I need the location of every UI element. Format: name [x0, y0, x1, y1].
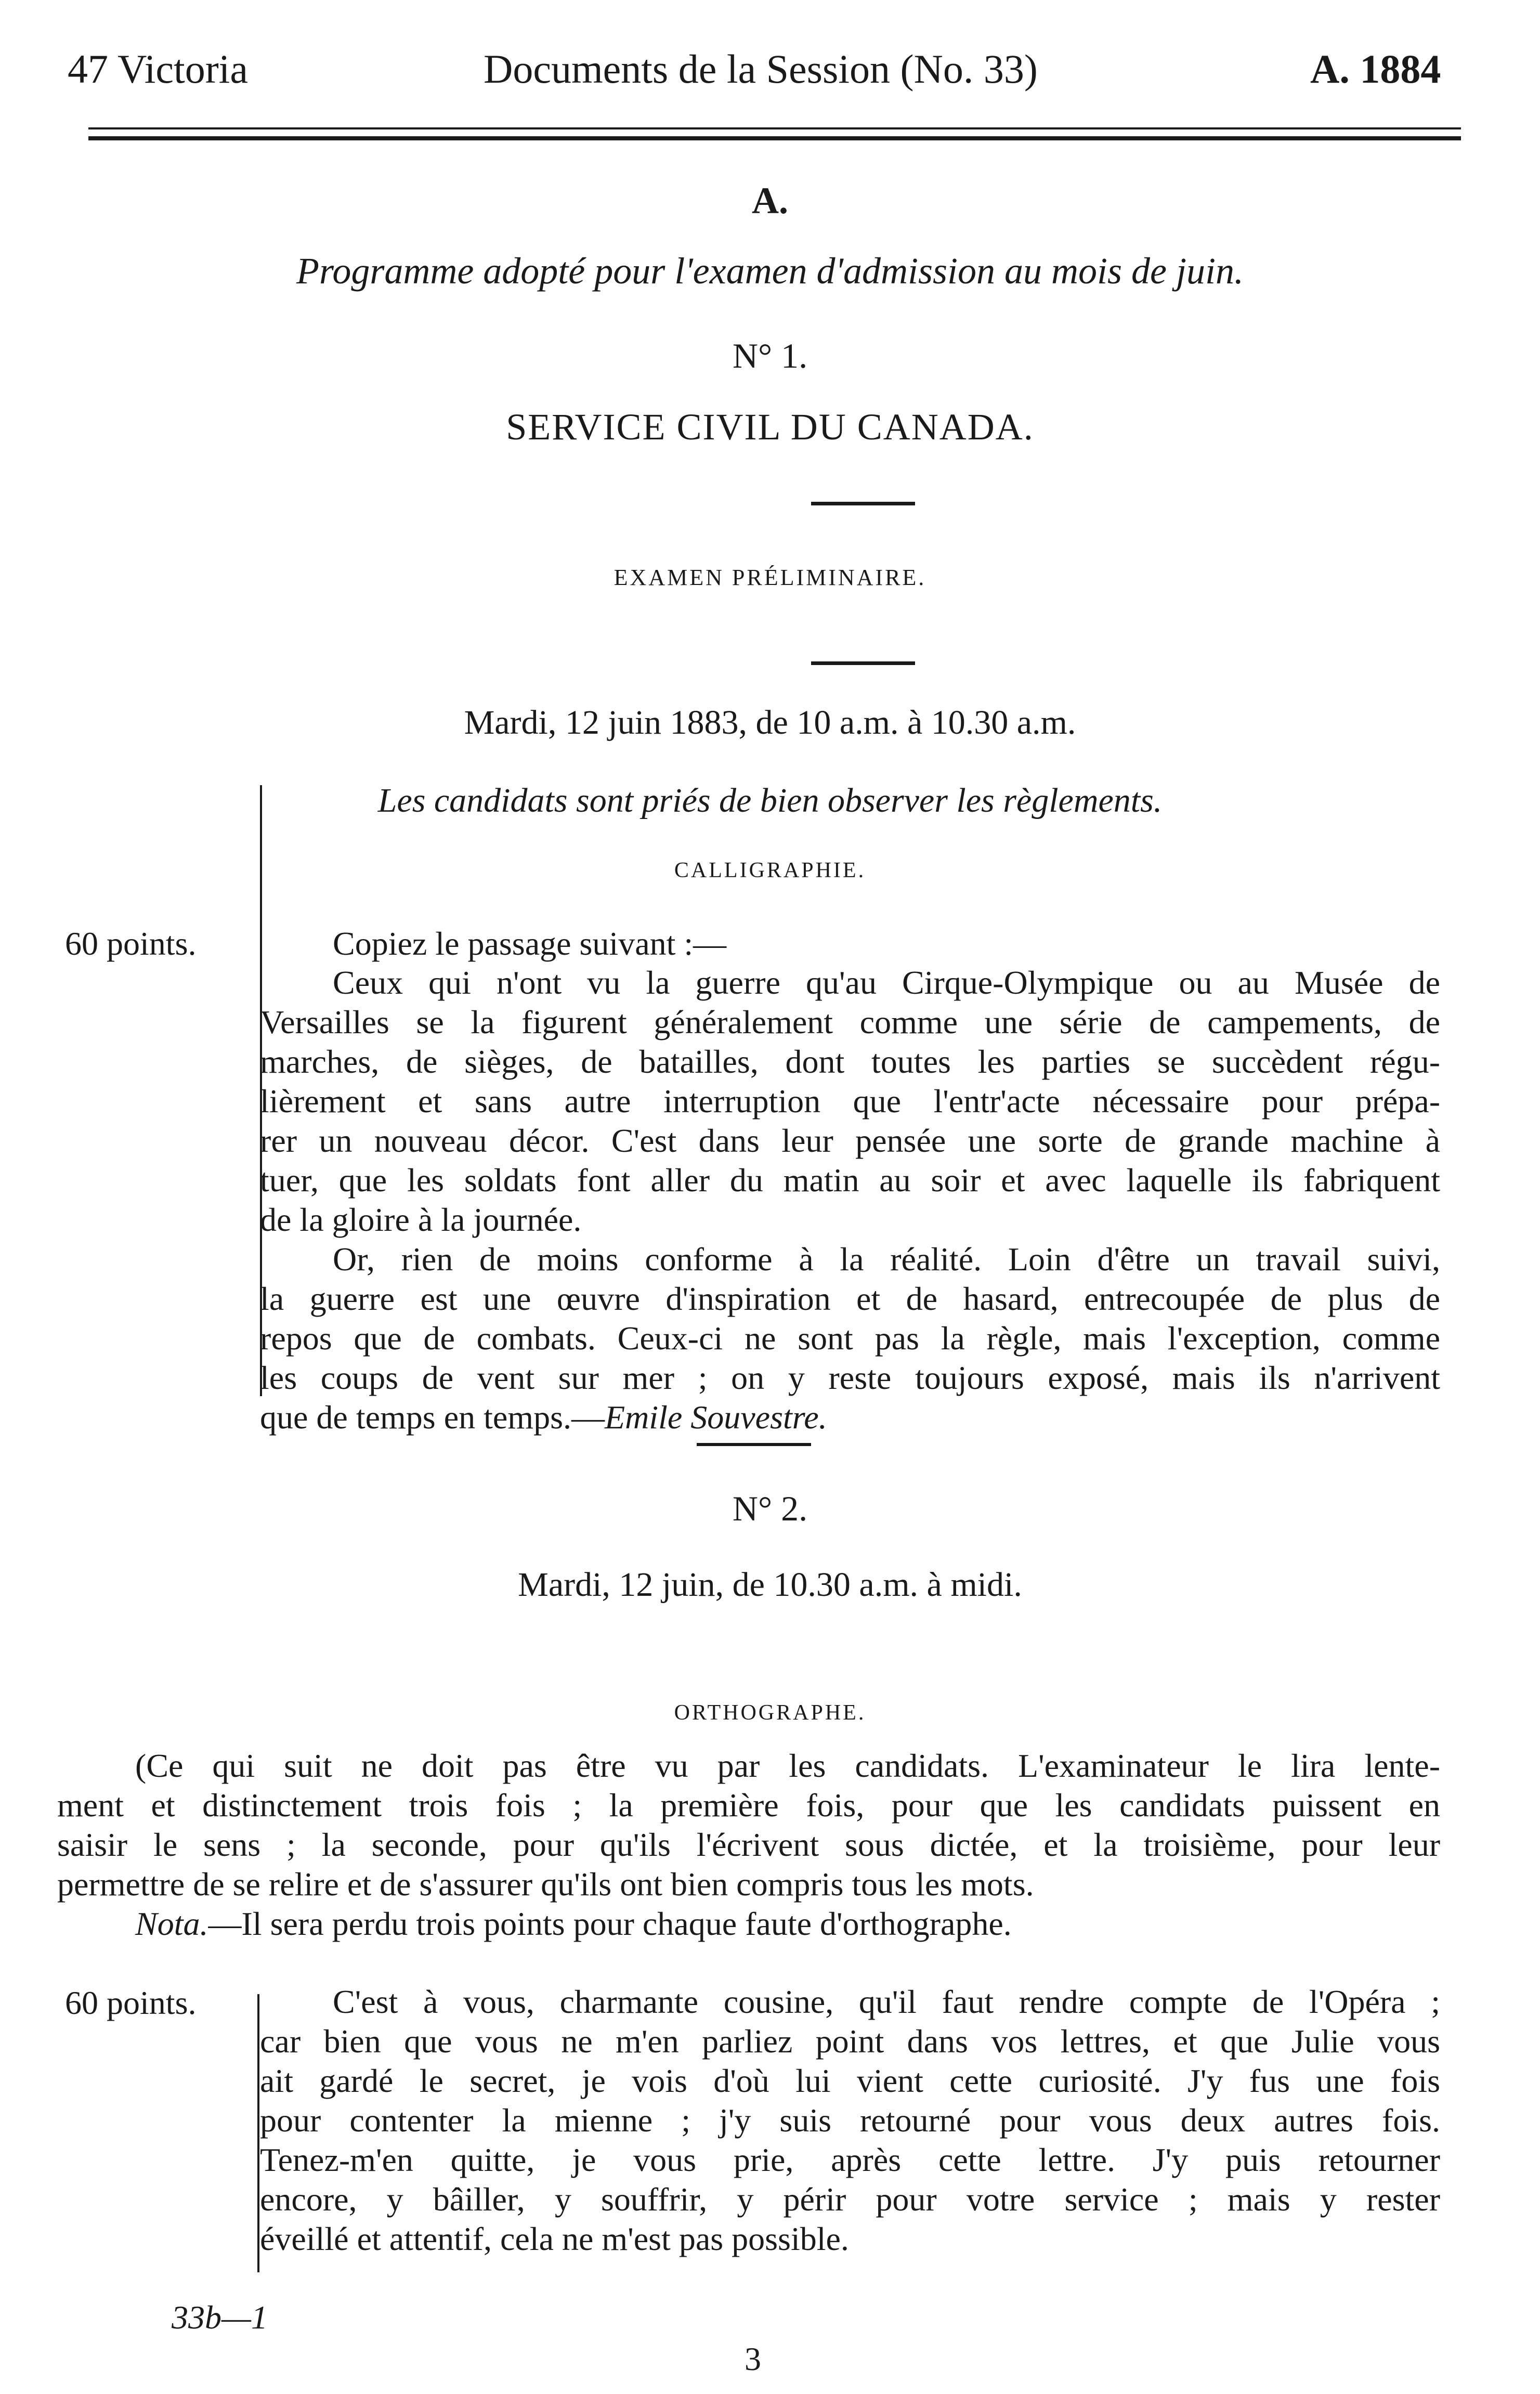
passage-line: les coups de vent sur mer ; on y reste toujours exposé, mais ils n'arrivent [260, 1359, 1440, 1396]
printer-signature: 33b—1 [172, 2299, 268, 2336]
passage-line: C'est à vous, charmante cousine, qu'il faut rendre compte de l'Opéra ; [333, 1983, 1440, 2020]
nota-line [57, 1904, 1440, 1944]
passage-line: Ceux qui n'ont vu la guerre qu'au Cirque-Olympique ou au Musée de [333, 964, 1440, 1001]
passage-line: la guerre est une œuvre d'inspiration et de hasard, entrecoupée de plus de [260, 1280, 1440, 1317]
nota-label: Nota. [135, 1905, 208, 1942]
passage-line: marches, de sièges, de batailles, dont toutes les parties se succèdent régu- [260, 1043, 1440, 1080]
divider [697, 1443, 811, 1446]
instruction-line: permettre de se relire et de s'assurer qu'ils ont bien compris tous les mots. [57, 1866, 1034, 1903]
passage-line: tuer, que les soldats font aller du matin au soir et avec laquelle ils fabriquent [260, 1162, 1440, 1199]
instruction-line: saisir le sens ; la seconde, pour qu'ils l'écrivent sous dictée, et la troisième, pour leur [57, 1826, 1440, 1863]
passage-line: repos que de combats. Ceux-ci ne sont pas la règle, mais l'exception, comme [260, 1320, 1440, 1357]
page-number: 3 [745, 2340, 761, 2377]
exam1-type: EXAMEN PRÉLIMINAIRE. [614, 565, 926, 590]
exam1-number: N° 1. [732, 336, 808, 375]
exam1-passage [260, 963, 1440, 1437]
passage-line: rer un nouveau décor. C'est dans leur pensée une sorte de grande machine à [260, 1122, 1440, 1159]
passage-last-line: que de temps en temps.— [260, 1399, 605, 1436]
passage-line: Or, rien de moins conforme à la réalité. Loin d'être un travail suivi, [333, 1241, 1440, 1278]
header-right: A. 1884 [1310, 46, 1441, 92]
exam1-notice: Les candidats sont priés de bien observer les règlements. [377, 782, 1163, 819]
header-center: Documents de la Session (No. 33) [484, 46, 1038, 92]
passage-line: de la gloire à la journée. [260, 1201, 582, 1238]
exam2-subject: ORTHOGRAPHE. [674, 1701, 866, 1725]
exam1-date: Mardi, 12 juin 1883, de 10 a.m. à 10.30 a.m. [464, 704, 1076, 741]
instruction-line: ment et distinctement trois fois ; la première fois, pour que les candidats puissent en [57, 1787, 1440, 1824]
passage-line: pour contenter la mienne ; j'y suis retourné pour vous deux autres fois. [260, 2102, 1440, 2139]
exam1-points: 60 points. [65, 925, 197, 962]
divider [811, 661, 915, 665]
exam2-passage [260, 1982, 1440, 2259]
passage-line: Tenez-m'en quitte, je vous prie, après cette lettre. J'y puis retourner [260, 2141, 1440, 2178]
margin-bar [257, 1994, 259, 2272]
header-rule-top [88, 127, 1461, 129]
author-name: Emile Souvestre. [604, 1399, 827, 1436]
exam2-number: N° 2. [732, 1489, 808, 1528]
header-rule-bottom [88, 136, 1461, 140]
exam1-service-title: SERVICE CIVIL DU CANADA. [506, 406, 1034, 448]
nota-text: —Il sera perdu trois points pour chaque faute d'orthographe. [208, 1905, 1012, 1942]
exam1-subject: CALLIGRAPHIE. [674, 858, 866, 882]
passage-line: car bien que vous ne m'en parliez point dans vos lettres, et que Julie vous [260, 2023, 1440, 2060]
passage-line [260, 1398, 1440, 1437]
exam1-instruction: Copiez le passage suivant :— [333, 925, 727, 962]
instruction-line: (Ce qui suit ne doit pas être vu par les candidats. L'examinateur le lira lente- [135, 1747, 1440, 1784]
exam2-points: 60 points. [65, 1984, 197, 2021]
passage-line: Versailles se la figurent généralement comme une série de campements, de [260, 1004, 1440, 1040]
exam2-date: Mardi, 12 juin, de 10.30 a.m. à midi. [518, 1566, 1022, 1604]
divider [811, 502, 915, 505]
program-title: Programme adopté pour l'examen d'admission au mois de juin. [296, 250, 1244, 292]
passage-line: lièrement et sans autre interruption que l'entr'acte nécessaire pour prépa- [260, 1083, 1440, 1120]
section-letter: A. [752, 180, 788, 222]
exam2-instructions [57, 1746, 1440, 1944]
passage-line: ait gardé le secret, je vois d'où lui vient cette curiosité. J'y fus une fois [260, 2062, 1440, 2099]
passage-line: éveillé et attentif, cela ne m'est pas possible. [260, 2220, 849, 2257]
header-left: 47 Victoria [68, 46, 248, 92]
passage-line: encore, y bâiller, y souffrir, y périr pour votre service ; mais y rester [260, 2181, 1440, 2218]
